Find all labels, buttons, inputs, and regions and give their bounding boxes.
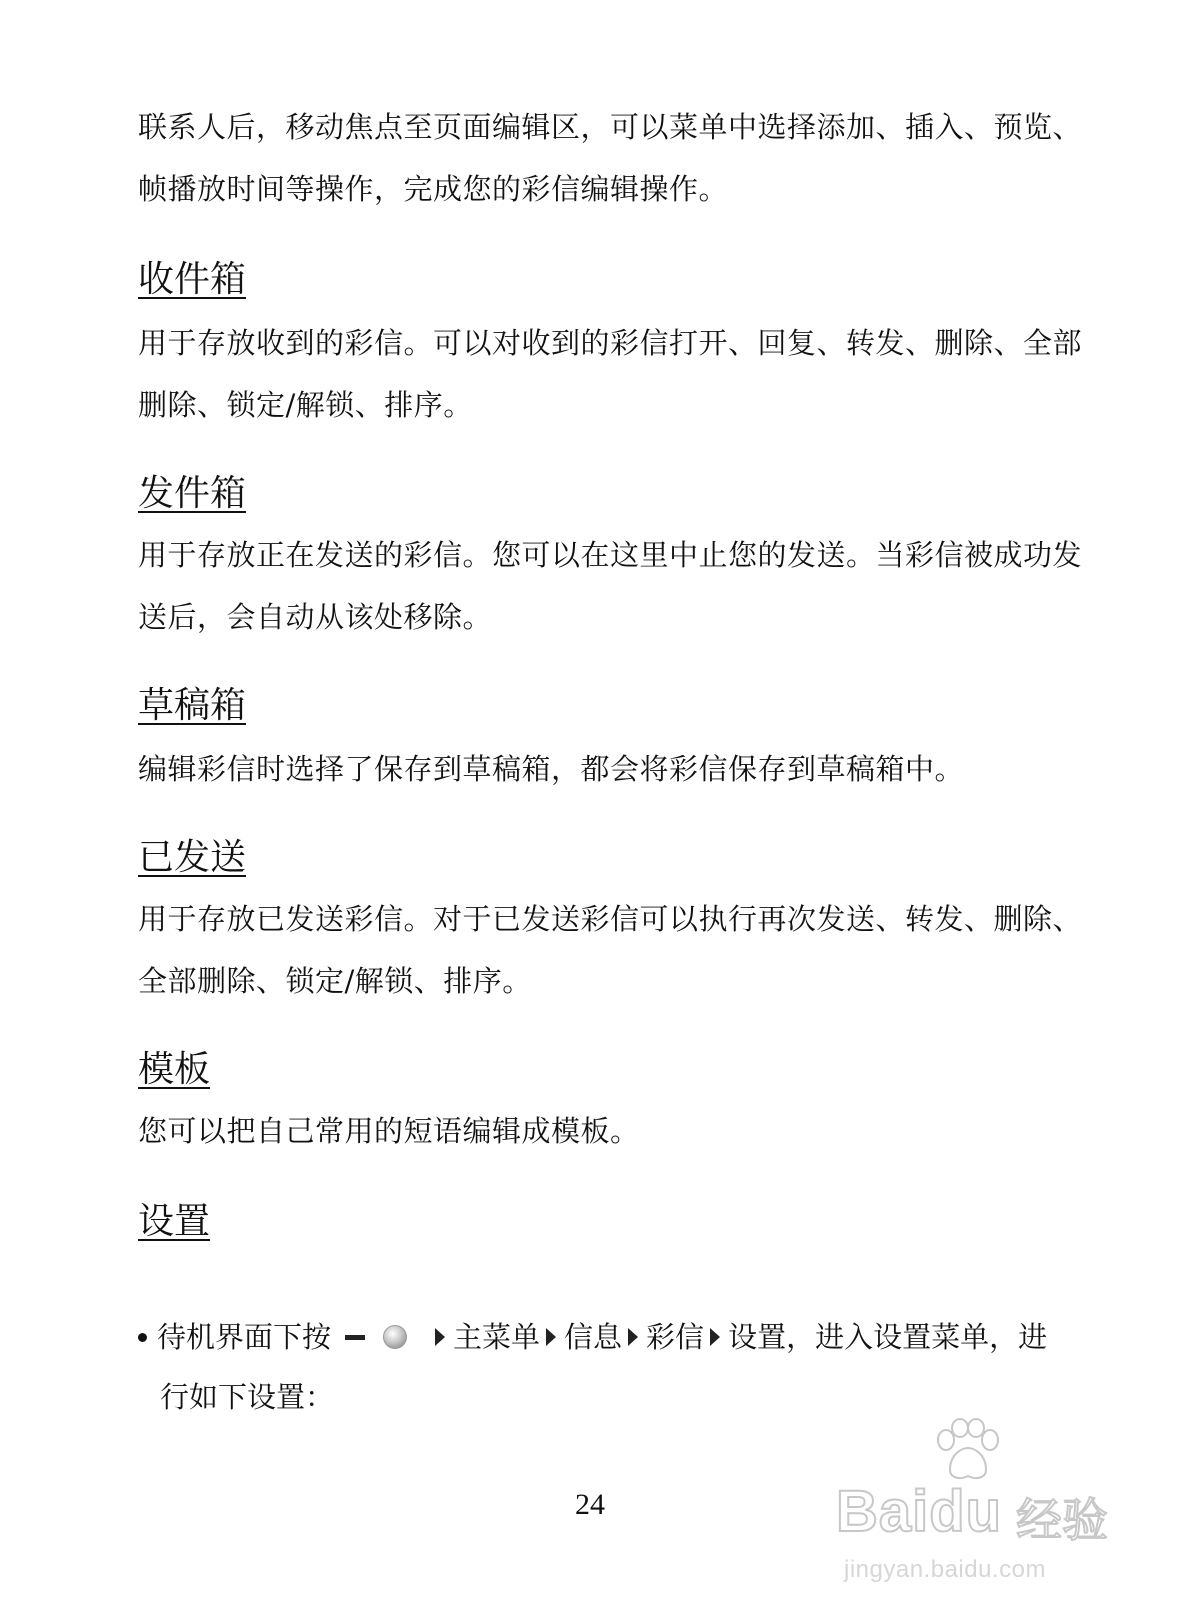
center-key-icon — [383, 1325, 407, 1349]
sent-paragraph — [138, 888, 1098, 1012]
bullet-icon — [138, 1333, 147, 1342]
step-messages: 信息 — [564, 1320, 623, 1354]
sent-line-2: 全部删除、锁定/解锁、排序。 — [138, 964, 532, 998]
step-settings: 设置，进入设置菜单，进 — [728, 1320, 1048, 1354]
instruction-continuation: 行如下设置： — [160, 1380, 335, 1414]
arrow-right-icon — [546, 1328, 556, 1346]
heading-templates: 模板 — [138, 1049, 211, 1090]
heading-inbox: 收件箱 — [138, 259, 247, 300]
left-softkey-icon — [345, 1335, 365, 1340]
drafts-paragraph — [138, 738, 1098, 800]
intro-paragraph — [138, 96, 1098, 220]
heading-settings: 设置 — [138, 1201, 211, 1242]
page-number: 24 — [575, 1488, 605, 1521]
heading-drafts: 草稿箱 — [138, 685, 247, 726]
paw-logo-icon — [932, 1418, 1002, 1482]
outbox-paragraph — [138, 524, 1098, 648]
templates-line-1: 您可以把自己常用的短语编辑成模板。 — [138, 1114, 640, 1148]
settings-instruction — [138, 1306, 1098, 1368]
arrow-right-icon — [628, 1328, 638, 1346]
templates-paragraph — [138, 1100, 1098, 1162]
inbox-paragraph — [138, 312, 1098, 436]
baidu-jingyan-watermark — [836, 1418, 1136, 1588]
watermark-url: jingyan.baidu.com — [844, 1556, 1046, 1583]
heading-sent: 已发送 — [138, 837, 247, 878]
step-mms: 彩信 — [646, 1320, 705, 1354]
drafts-line-1: 编辑彩信时选择了保存到草稿箱，都会将彩信保存到草稿箱中。 — [138, 752, 965, 786]
intro-line-1: 联系人后，移动焦点至页面编辑区，可以菜单中选择添加、插入、预览、 — [138, 110, 1083, 144]
arrow-right-icon — [710, 1328, 720, 1346]
inbox-line-2: 删除、锁定/解锁、排序。 — [138, 388, 473, 422]
step-main-menu: 主菜单 — [453, 1320, 541, 1354]
outbox-line-1: 用于存放正在发送的彩信。您可以在这里中止您的发送。当彩信被成功发 — [138, 538, 1083, 572]
watermark-cn: 经验 — [1016, 1493, 1108, 1547]
intro-line-2: 帧播放时间等操作，完成您的彩信编辑操作。 — [138, 172, 729, 206]
heading-outbox: 发件箱 — [138, 473, 247, 514]
sent-line-1: 用于存放已发送彩信。对于已发送彩信可以执行再次发送、转发、删除、 — [138, 902, 1083, 936]
outbox-line-2: 送后，会自动从该处移除。 — [138, 600, 493, 634]
instruction-prefix: 待机界面下按 — [157, 1320, 332, 1354]
inbox-line-1: 用于存放收到的彩信。可以对收到的彩信打开、回复、转发、删除、全部 — [138, 326, 1083, 360]
watermark-brand: Baidu — [836, 1479, 1003, 1544]
arrow-right-icon — [435, 1328, 445, 1346]
